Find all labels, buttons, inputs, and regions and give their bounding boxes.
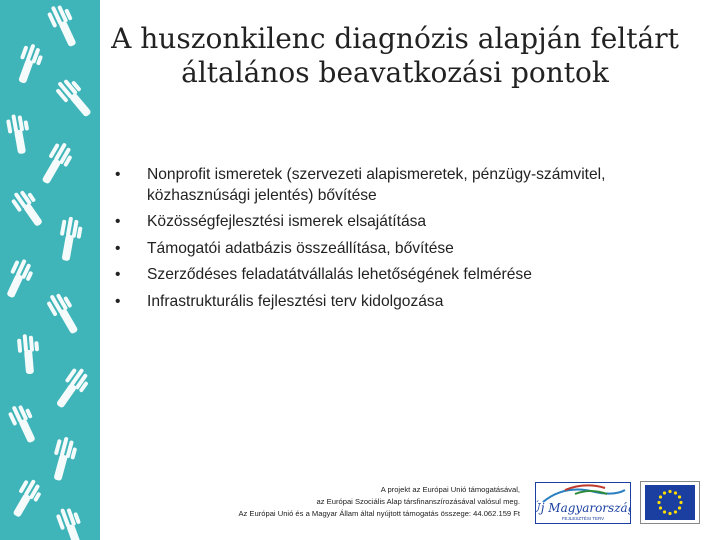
- funding-footer: [140, 484, 520, 520]
- footer-line-2: az Európai Szociális Alap társfinanszírozásával valósul meg.: [316, 497, 520, 506]
- eu-star-icon: [668, 512, 671, 515]
- new-hungary-title: Új Magyarország: [535, 501, 631, 515]
- list-item: [115, 209, 715, 236]
- list-item-text: Közösségfejlesztési ismerek elsajátítása: [147, 213, 427, 230]
- footer-line-1: A projekt az Európai Unió támogatásával,: [380, 485, 520, 494]
- list-item-text-continued: közhasznúsági jelentés) bővítése: [147, 186, 377, 204]
- bullet-marker: •: [115, 266, 121, 283]
- bullet-marker: •: [115, 213, 121, 230]
- new-hungary-subtitle: FEJLESZTÉSI TERV: [561, 516, 605, 521]
- title-line-1: A huszonkilenc diagnózis alapján feltárt: [111, 22, 679, 55]
- eu-star-icon: [679, 501, 682, 504]
- list-item: [115, 236, 715, 263]
- eu-star-icon: [663, 510, 666, 513]
- bullet-list: [115, 162, 715, 315]
- list-item-text: Infrastrukturális fejlesztési terv kidolgozása: [147, 292, 444, 310]
- bullet-marker: •: [115, 292, 121, 310]
- list-item-text: Szerződéses feladatátvállalás lehetőségének felmérése: [147, 266, 532, 283]
- eu-star-icon: [668, 490, 671, 493]
- list-item-text: Nonprofit ismeretek (szervezeti alapismeretek, pénzügy-számvitel,: [147, 166, 606, 183]
- eu-star-icon: [678, 495, 681, 498]
- list-item: [115, 162, 715, 215]
- eu-star-icon: [674, 510, 677, 513]
- eu-flag-logo: [640, 481, 700, 524]
- list-item: [115, 289, 715, 316]
- footer-line-3: Az Európai Unió és a Magyar Állam által nyújtott támogatás összege: 44.062.159 Ft: [238, 509, 520, 518]
- eu-star-icon: [659, 506, 662, 509]
- eu-star-icon: [678, 506, 681, 509]
- eu-star-icon: [657, 501, 660, 504]
- new-hungary-logo: [535, 482, 631, 524]
- eu-star-icon: [674, 491, 677, 494]
- eu-star-icon: [663, 491, 666, 494]
- title-line-2: általános beavatkozási pontok: [181, 56, 609, 89]
- bullet-marker: •: [115, 166, 121, 183]
- list-item: [115, 262, 715, 289]
- slide-title: [78, 22, 712, 90]
- list-item-text: Támogatói adatbázis összeállítása, bővítése: [147, 239, 454, 257]
- eu-star-icon: [659, 495, 662, 498]
- bullet-marker: •: [115, 239, 121, 257]
